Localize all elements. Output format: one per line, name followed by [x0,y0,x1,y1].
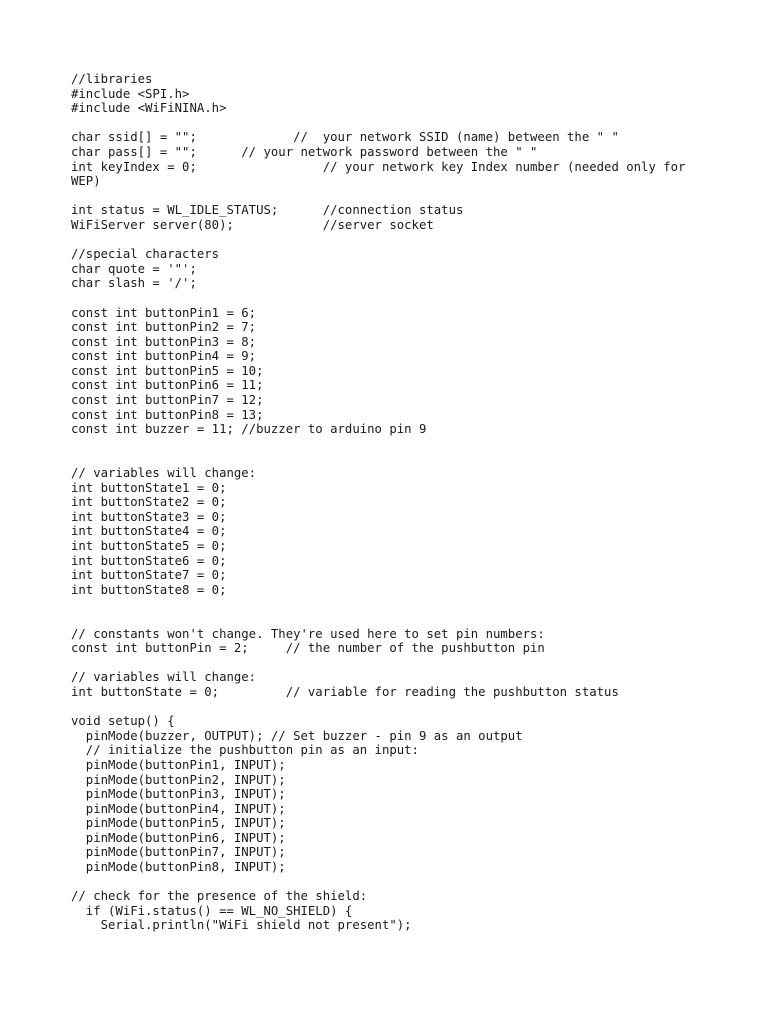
code-line: const int buttonPin3 = 8; [71,334,257,349]
code-line: pinMode(buttonPin6, INPUT); [71,830,286,845]
code-line: const int buttonPin1 = 6; [71,305,257,320]
code-line [71,451,711,466]
code-line: int buttonState7 = 0; [71,568,227,583]
code-line: char ssid[] = ""; // your network SSID (name) between the " " [71,130,619,145]
code-line: int buttonState4 = 0; [71,524,227,539]
code-line [71,116,711,131]
code-line: char quote = '"'; [71,261,197,276]
code-line: const int buttonPin6 = 11; [71,378,264,393]
code-line [71,656,711,671]
code-line: // initialize the pushbutton pin as an input: [71,743,419,758]
code-line: int buttonState3 = 0; [71,509,227,524]
code-line: //libraries [71,72,153,86]
code-line: char pass[] = ""; // your network password between the " " [71,144,538,159]
code-line: // variables will change: [71,466,257,481]
code-line: int buttonState8 = 0; [71,582,227,597]
code-line: char slash = '/'; [71,276,197,291]
code-line [71,189,711,204]
code-line: #include <WiFiNINA.h> [71,101,227,116]
code-line: const int buttonPin4 = 9; [71,349,257,364]
code-listing [71,72,711,933]
code-line [71,233,711,248]
code-line [71,437,711,452]
code-line: // constants won't change. They're used here to set pin numbers: [71,626,545,641]
code-line: const int buttonPin8 = 13; [71,407,264,422]
code-line: int buttonState1 = 0; [71,480,227,495]
code-line: int buttonState5 = 0; [71,539,227,553]
code-line: const int buttonPin5 = 10; [71,363,264,378]
code-line: if (WiFi.status() == WL_NO_SHIELD) { [71,903,353,918]
code-line: pinMode(buttonPin4, INPUT); [71,801,286,816]
code-line: // variables will change: [71,670,257,685]
code-line: const int buttonPin7 = 12; [71,393,264,408]
code-line [71,291,711,306]
code-line: WEP) [71,174,101,189]
code-line: int buttonState6 = 0; [71,553,227,568]
code-line: int status = WL_IDLE_STATUS; //connection status [71,203,464,218]
code-line: pinMode(buttonPin3, INPUT); [71,787,286,802]
code-line: WiFiServer server(80); //server socket [71,217,434,232]
code-line: pinMode(buttonPin1, INPUT); [71,757,286,772]
code-line: const int buttonPin2 = 7; [71,320,257,335]
code-line: pinMode(buttonPin2, INPUT); [71,772,286,787]
code-line: int buttonState = 0; // variable for reading the pushbutton status [71,684,619,699]
code-line: pinMode(buttonPin5, INPUT); [71,816,286,831]
code-line: #include <SPI.h> [71,86,190,101]
code-line: const int buzzer = 11; //buzzer to arduino pin 9 [71,422,427,437]
code-line: Serial.println("WiFi shield not present"); [71,918,412,933]
code-line: pinMode(buzzer, OUTPUT); // Set buzzer - pin 9 as an output [71,728,523,743]
code-line: void setup() { [71,714,175,729]
code-line [71,875,711,890]
code-line: pinMode(buttonPin8, INPUT); [71,860,286,875]
code-line [71,597,711,612]
code-line [71,612,711,627]
code-line: //special characters [71,247,220,262]
code-line: int keyIndex = 0; // your network key Index number (needed only for [71,159,686,174]
code-line: const int buttonPin = 2; // the number of the pushbutton pin [71,641,545,656]
code-line: // check for the presence of the shield: [71,889,368,904]
code-line: int buttonState2 = 0; [71,495,227,510]
code-line [71,700,711,715]
code-line: pinMode(buttonPin7, INPUT); [71,845,286,860]
